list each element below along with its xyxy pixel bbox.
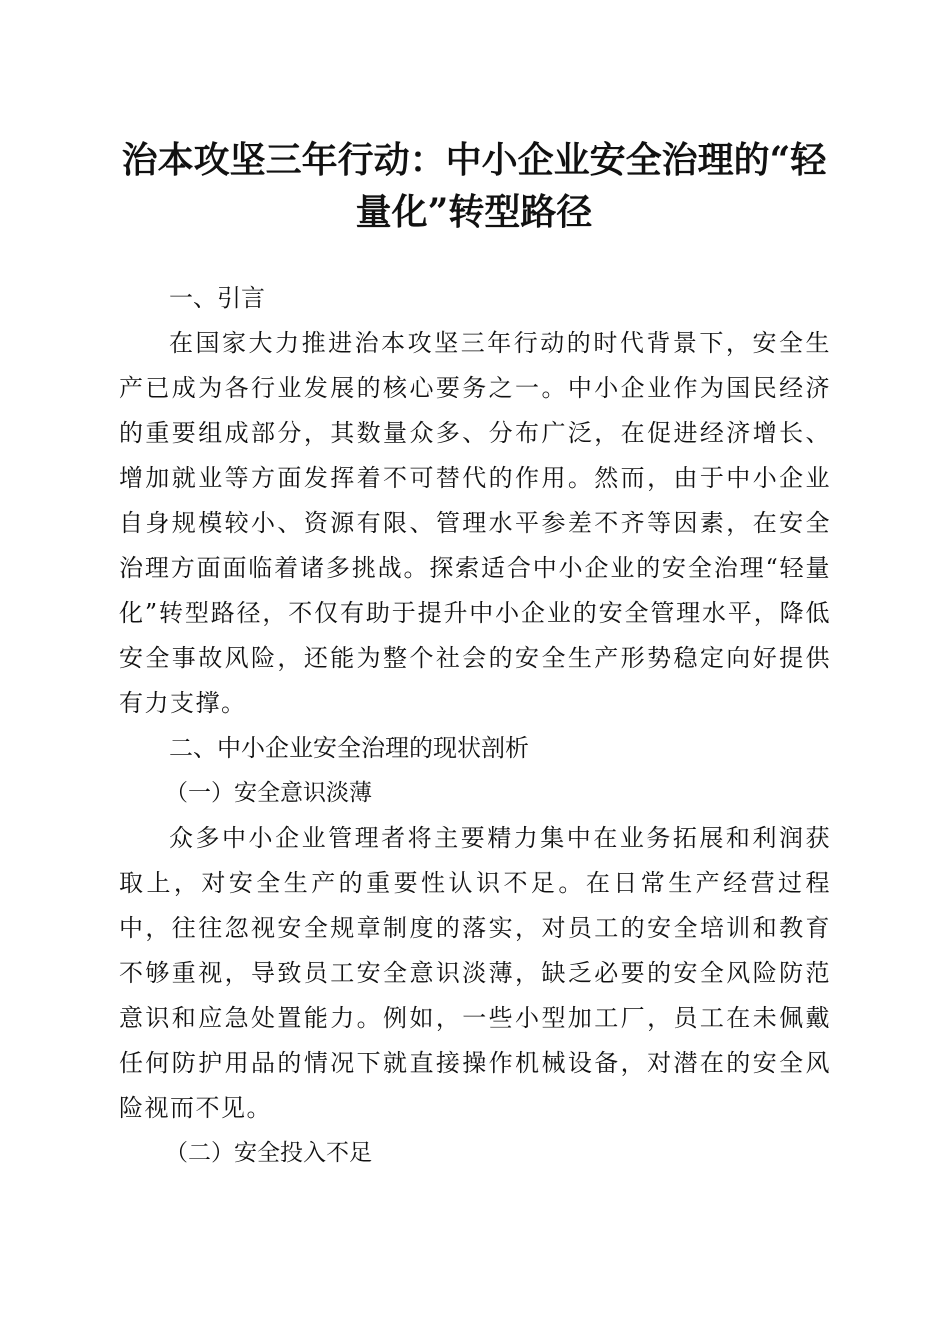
subsection-heading-investment: （二）安全投入不足 [165,1140,372,1166]
document-body [119,276,831,1176]
subsection-heading-awareness: （一）安全意识淡薄 [165,780,372,806]
intro-paragraph: 在国家大力推进治本攻坚三年行动的时代背景下，安全生产已成为各行业发展的核心要务之一。中小企业作为国民经济的重要组成部分，其数量众多、分布广泛，在促进经济增长、增加就业等方面发挥着不可替代的作用。然而，由于中小企业自身规模较小、资源有限、管理水平参差不齐等因素，在安全治理方面面临着诸多挑战。探索适合中小企业的安全治理“轻量化”转型路径，不仅有助于提升中小企业的安全管理水平，降低安全事故风险，还能为整个社会的安全生产形势稳定向好提供有力支撑。 [119,329,831,717]
section-heading-status: 二、中小企业安全治理的现状剖析 [169,734,529,762]
section-heading-intro: 一、引言 [169,284,265,312]
document-title: 治本攻坚三年行动：中小企业安全治理的“轻量化”转型路径 [121,139,827,233]
awareness-paragraph: 众多中小企业管理者将主要精力集中在业务拓展和利润获取上，对安全生产的重要性认识不足。在日常生产经营过程中，往往忽视安全规章制度的落实，对员工的安全培训和教育不够重视，导致员工安全意识淡薄，缺乏必要的安全风险防范意识和应急处置能力。例如，一些小型加工厂，员工在未佩戴任何防护用品的情况下就直接操作机械设备，对潜在的安全风险视而不见。 [119,824,831,1122]
